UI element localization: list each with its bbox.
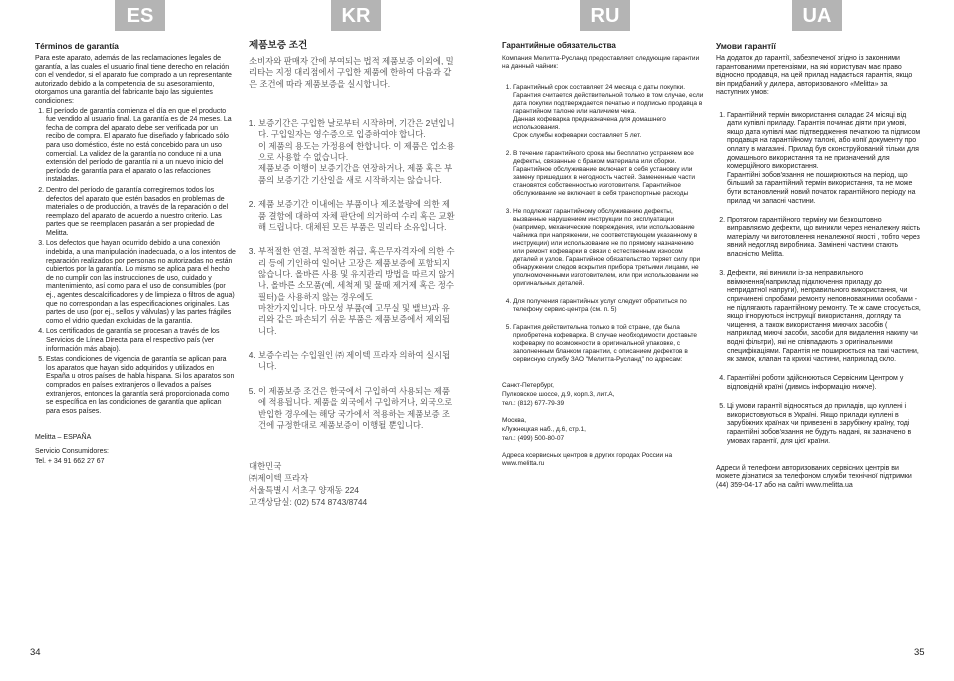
footer-line: Melitta – ESPAÑA	[35, 434, 92, 442]
address-line: Пулковское шоссе, д.9, корп.3, лит.А,	[502, 391, 615, 398]
address-line: тел.: (812) 677-79-39	[502, 400, 565, 407]
terms-list	[502, 76, 704, 374]
language-tab-ru: RU	[580, 0, 630, 31]
footer-text: Адреса ксервисных центров в других городах России на www.melitta.ru	[502, 452, 673, 467]
terms-list	[249, 107, 455, 445]
term-item: 3. 부적절한 연결, 부적절한 취급, 혹은무자격자에 의한 수리 등에 기인하여 일어난 고장은 제품보증에 포함되지 않습니다. 올바른 사용 및 유지관리 방법을 따르지 않거나, 올바른 소모품(예, 세척제 및 물때 제거제 혹은 정수필터)을 사용하지 않는 경우에도 마찬가지입니다. 마모성 부품(예 고무실 및 밸브)과 유리와 같은 파손되기 쉬운 부품은 제품보증에서 제외됩니다.	[258, 246, 455, 336]
term-item: 2. В течение гарантийного срока мы бесплатно устраняем все дефекты, связанные с браком материала или сборки. Гарантийное обслуживание включает в себя установку или замену пришедших в негодность частей. Замененные части становятся собственностью изготовителя. Гарантийное обслуживание не включает в себя транспортные расходы	[513, 150, 704, 198]
section-title: Términos de garantía	[35, 41, 119, 51]
term-item: 3. Не подлежат гарантийному обслуживанию дефекты, вызванные нарушением инструкции по эксплуатации (например, механические повреждения, или использование чайника при напряжении, не соответствующем указанному в инструкции) или использование не по прямому назначению или ремонт кофеварки в связи с естественным износом деталей и узлов. Гарантийное обязательство теряет силу при обнаружении следов вскрытия прибора третьими лицами, не уполномоченными изготовителем, или при использовании не оригинальных деталей.	[513, 208, 704, 288]
warranty-column-kr	[249, 41, 455, 510]
warranty-column-es	[35, 41, 237, 467]
term-item: 2. Протягом гарантійного терміну ми безкоштовно виправляємо дефекти, що виникли через неналежну якість матеріалу чи виготовлення неналежної якості , тобто через явний недогляд виробника. Замінені частини стають власністю Melitta.	[727, 217, 922, 260]
footer-line: 대한민국	[249, 460, 282, 471]
section-title: Умови гарантії	[716, 41, 776, 51]
term-item: 3. Los defectos que hayan ocurrido debido a una conexión indebida, a una manipulación inadecuada, o a los intentos de reparación realizados por personas no autorizadas no están cubiertos por la garantía. Lo mismo se aplica para el hecho de no cumplir con las instrucciones de uso, cuidado y mantenimiento, así como para el uso de consumibles (por ej., agentes descalcificadores y de limpieza o filtros de agua) que no correspondan a las especificaciones originales. Las partes de uso (por ej., sellos y válvulas) y las partes frágiles como el vidrio quedan excluidas de la garantía.	[46, 240, 237, 326]
term-item: 4. Гарантійні роботи здійснюються Сервісним Центром у відповідній країні (дивись інформацію нижче).	[727, 375, 922, 392]
term-item: 3. Дефекти, які виникли із-за неправильного ввімкнення(наприклад підключення приладу до непридатної напруги), неправильного використання, чи спричинені спробами ремонту неповноважними особами - не підлягають гарантійному ремонту. Те ж саме стосується, якщо ігноруються інструкції використання, догляду та чищення, а також використання миючих засобів ( наприклад миючі засоби, засоби для видалення накипу чи водні фільтри), які не співпадають з оригінальними специфікаціями. Гарантія не поширюється на такі частини, як замок, клапан та крихкі частини, наприклад скло.	[727, 270, 922, 365]
term-item: 1. Гарантійний термін використання складає 24 місяці від дати купівлі приладу. Гарантія починає діяти при умові, якщо дата купівлі має підтвердження печаткою та підписом продавця на гарантійному талоні, або копії документу про оплату в магазині. Прилад був сконструйований тільки для домашнього використання та не призначений для комерційного використання. Гарантійні зобов'язання не поширюються на період, що більший за гарантійний термін використання, та не може бути встановлений новий початок гарантійного періоду на прилад чи запасні частини.	[727, 112, 922, 207]
intro-text: 소비자와 판매자 간에 부여되는 법적 제품보증 이외에, 밀리타는 지정 대리점에서 구입한 제품에 한하여 다음과 같은 조건에 따라 제품보증을 실시합니다.	[249, 56, 454, 89]
term-item: 1. Гарантийный срок составляет 24 месяца с даты покупки. Гарантия считается действительной только в том случае, если дата покупки подтверждается печатью и подписью продавца в гарантийном талоне или наличием чека. Данная кофеварка предназначена для домашнего использования. Срок службы кофеварки составляет 5 лет.	[513, 84, 704, 140]
intro-text: На додаток до гарантії, забезпеченої згідно із законними гарантованими претензіями, на які користувач має право відносно продавця, на цей прилад надається гарантія, якщо він придбаний у дилера, авторизованого «Melitta» за наступних умов:	[716, 55, 913, 97]
address-line: Санкт-Петербург,	[502, 382, 554, 389]
section-title: Гарантийные обязательства	[502, 41, 616, 50]
terms-list	[35, 108, 237, 417]
term-item: 5. Гарантия действительна только в той стране, где была приобретена кофеварка. В случае необходимости доставьте кофеварку по возможности в оригинальной упаковке, с заполненным бланком гарантии, с описанием дефектов в сервисную службу ЗАО "Мелитта-Русланд" по адресам:	[513, 324, 704, 364]
page-number-left: 34	[30, 647, 41, 658]
intro-text: Para este aparato, además de las reclamaciones legales de garantía, a las cuales el usuario final tiene derecho en relación con el vendedor, si el aparato fue comprado a un representante autorizado debido a la competencia de su asesoramiento, otorgamos una garantía del fabricante bajo las siguientes condiciones:	[35, 55, 232, 105]
language-tab-es: ES	[115, 0, 165, 31]
term-item: 5. Estas condiciones de vigencia de garantía se aplican para los aparatos que hayan sido adquiridos y utilizados en España u otros países de habla hispana. Si los aparatos son comprados en países extranjeros o llevados a países extranjeros, entonces la garantía será proporcionada como se específica en las condiciones de garantía que aplican para esos países.	[46, 356, 237, 416]
address-line: кЛужнецкая наб., д.6, стр.1,	[502, 426, 586, 433]
address-line: Москва,	[502, 417, 526, 424]
page-number-right: 35	[914, 647, 925, 658]
footer-text: Адреси й телефони авторизованих сервісних центрів ви можете дізнатися за телефоном служби технічної підтримки (44) 359-04-17 або на сайті www.melitta.ua	[716, 464, 912, 489]
warranty-column-ua	[716, 41, 922, 492]
footer-line: Tel. + 34 91 662 27 67	[35, 457, 105, 465]
term-item: 4. 보증수리는 수입원인 ㈜ 제이텍 프라자 의하여 실시됩니다.	[258, 350, 455, 373]
term-item: 4. Для получения гарантийных услуг следует обратиться по телефону сервис-центра (см. п. 5)	[513, 298, 704, 314]
footer-line: Servicio Consumidores:	[35, 447, 109, 455]
terms-list	[716, 103, 922, 457]
term-item: 1. El período de garantía comienza el día en que el producto fue vendido al usuario final. La garantía es de 24 meses. La fecha de compra del aparato debe ser verificada por un recibo de compra. El aparato fue diseñado y fabricado sólo para uso doméstico, éste no está concebido para un uso comercial. La validez de la garantía no conduce ni a una extensión del período de garantía ni a un nuevo inicio del período de garantía para el aparato o las refacciones instaladas.	[46, 108, 237, 185]
intro-text: Компания Мелитта-Русланд предоставляет следующие гарантии на данный чайник:	[502, 55, 700, 70]
term-item: 5. Ці умови гарантії відносяться до приладів, що куплені і використовуються в Україні. Якщо прилади куплені в зарубіжних країнах чи привезені в зарубіжну країну, тоді гарантійні зобов'язання не будуть надані, як зазначено в умовах гарантії, для цієї країни.	[727, 403, 922, 446]
footer-line: 서울특별시 서초구 양재동 224	[249, 485, 359, 496]
section-title: 제품보증 조건	[249, 40, 308, 51]
language-tab-ua: UA	[792, 0, 842, 31]
term-item: 2. 제품 보증기간 이내에는 부품이나 제조불량에 의한 제품 결함에 대하여 자체 판단에 의거하여 수리 혹은 교환해 드립니다. 대체된 모든 부품은 밀리타 소유입니다.	[258, 199, 455, 233]
term-item: 4. Los certificados de garantía se procesan a través de los Servicios de Línea Directa para el respectivo país (ver información más abajo).	[46, 328, 237, 354]
language-tab-kr: KR	[331, 0, 381, 31]
term-item: 5. 이 제품보증 조건은 한국에서 구입하여 사용되는 제품에 적용됩니다. 제품을 외국에서 구입하거나, 외국으로 반입한 경우에는 해당 국가에서 적용하는 제품보증 조건에 규정한대로 제품보증이 이행될 뿐입니다.	[258, 386, 455, 431]
warranty-column-ru	[502, 41, 704, 469]
address-line: тел.: (499) 500-80-07	[502, 435, 565, 442]
footer-line: ㈜제이텍 프라자	[249, 472, 309, 483]
term-item: 1. 보증기간은 구입한 날로부터 시작하며, 기간은 2년입니다. 구입일자는 영수증으로 입증하여야 합니다. 이 제품의 용도는 가정용에 한합니다. 이 제품은 업소용으로 사용할 수 없습니다. 제품보증 이행이 보증기간을 연장하거나, 제품 혹은 부품의 보증기간 기산일을 새로 시작하지는 않습니다.	[258, 118, 455, 186]
footer-line: 고객상담실: (02) 574 8743/8744	[249, 497, 368, 508]
term-item: 2. Dentro del período de garantía corregiremos todos los defectos del aparato que estén basados en problemas de materiales o de producción, a través de la reparación o del reemplazo del aparato de acuerdo a nuestro criterio. Las partes que se reemplacen pasarán a ser propiedad de Melitta.	[46, 187, 237, 239]
